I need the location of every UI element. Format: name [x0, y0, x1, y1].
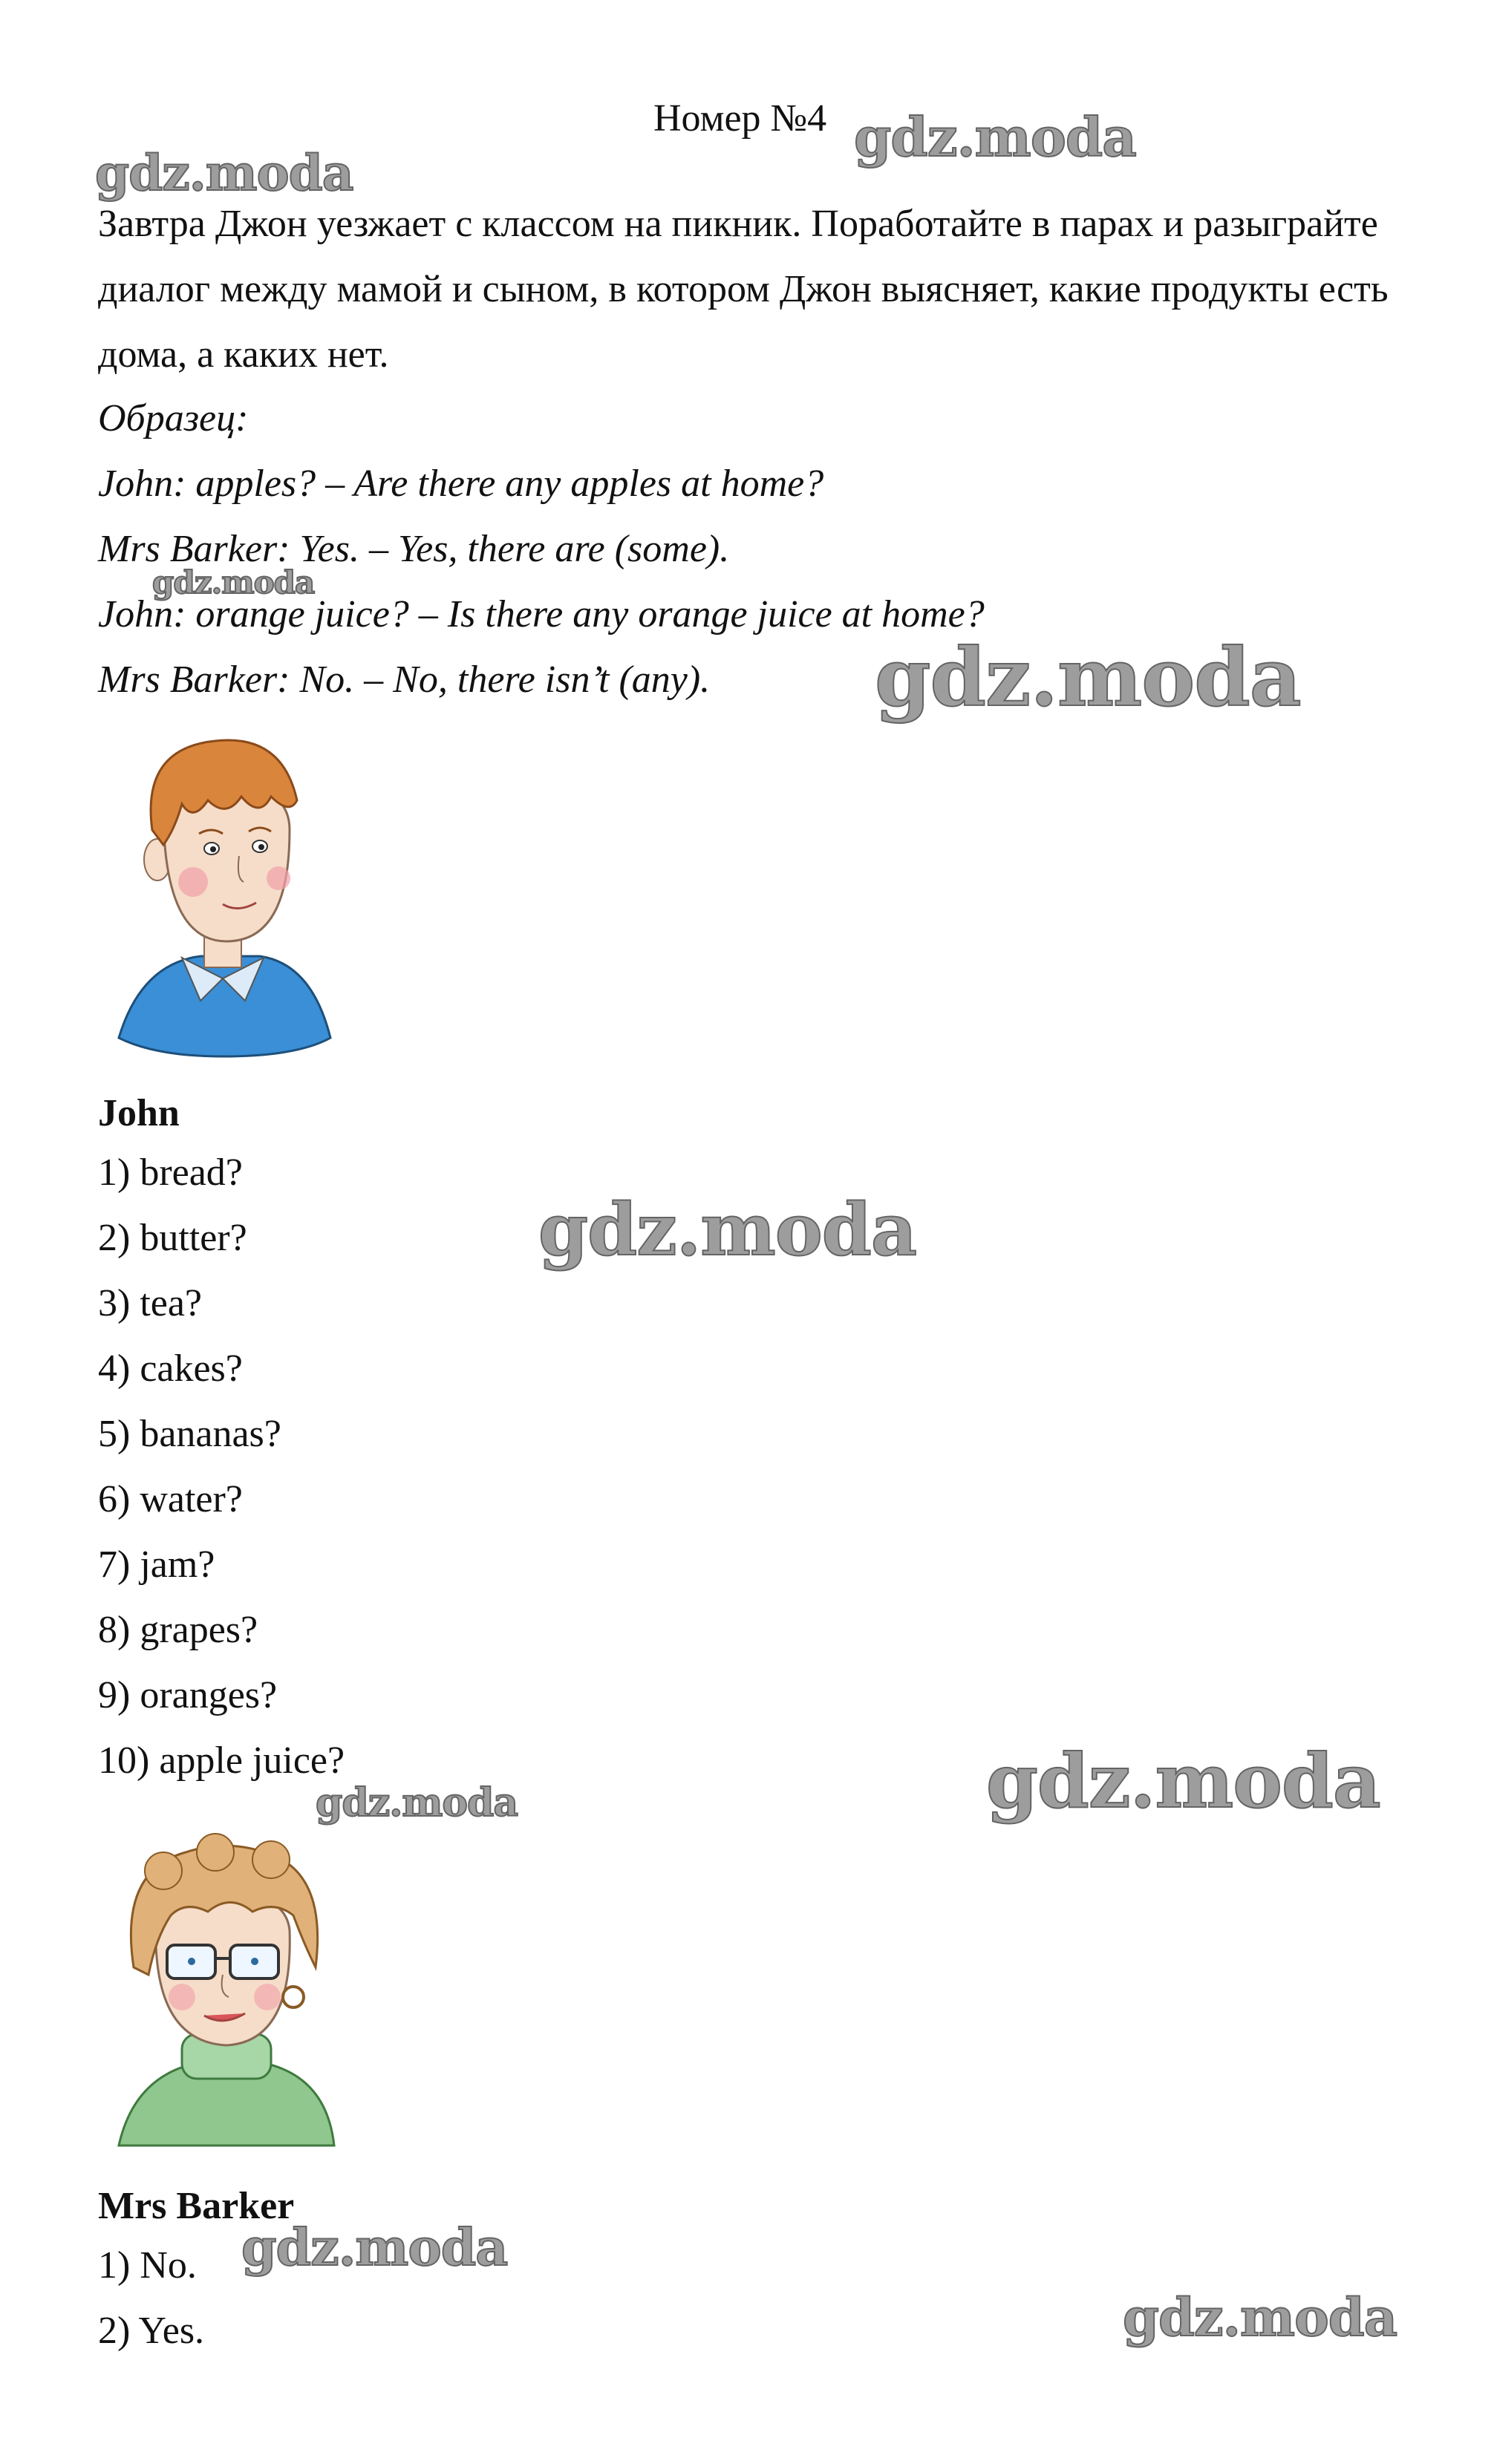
list-item: 1) bread? [98, 1151, 243, 1194]
mrs-barker-portrait [104, 1819, 342, 2153]
watermark: gdz.moda [316, 1780, 518, 1826]
list-item: 1) No. [98, 2244, 197, 2287]
mrs-barker-heading: Mrs Barker [98, 2185, 295, 2227]
list-item: 6) water? [98, 1478, 243, 1520]
list-item: 5) bananas? [98, 1413, 281, 1455]
list-item: 9) oranges? [98, 1674, 278, 1716]
sample-block [98, 386, 985, 713]
page-title: Номер №4 [653, 97, 827, 140]
list-item: 10) apple juice? [98, 1739, 345, 1782]
watermark: gdz.moda [95, 144, 353, 202]
watermark: gdz.moda [152, 564, 315, 601]
sample-line: John: orange juice? – Is there any orange juice at home? [98, 593, 985, 635]
mrs-barker-answer-list [98, 2233, 204, 2364]
sample-line: Mrs Barker: No. – No, there isn’t (any). [98, 659, 711, 701]
watermark: gdz.moda [538, 1188, 917, 1272]
john-portrait [111, 719, 334, 1060]
john-question-list [98, 1140, 345, 1794]
list-item: 3) tea? [98, 1282, 203, 1324]
watermark: gdz.moda [854, 105, 1136, 169]
watermark: gdz.moda [241, 2218, 508, 2278]
sample-line: Mrs Barker: Yes. – Yes, there are (some). [98, 528, 730, 570]
watermark: gdz.moda [1123, 2287, 1397, 2348]
watermark: gdz.moda [875, 631, 1301, 725]
list-item: 8) grapes? [98, 1609, 258, 1651]
list-item: 2) Yes. [98, 2310, 205, 2352]
list-item: 2) butter? [98, 1217, 247, 1259]
list-item: 4) cakes? [98, 1347, 243, 1390]
john-heading: John [98, 1092, 180, 1134]
sample-line: John: apples? – Are there any apples at home? [98, 463, 824, 505]
watermark: gdz.moda [986, 1737, 1380, 1825]
sample-label: Образец: [98, 397, 249, 439]
task-text: Завтра Джон уезжает с классом на пикник. Поработайте в парах и разыграйте диалог между мамой и сыном, в котором Джон выясняет, какие продукты есть дома, а каких нет. [98, 203, 1389, 376]
list-item: 7) jam? [98, 1543, 215, 1586]
